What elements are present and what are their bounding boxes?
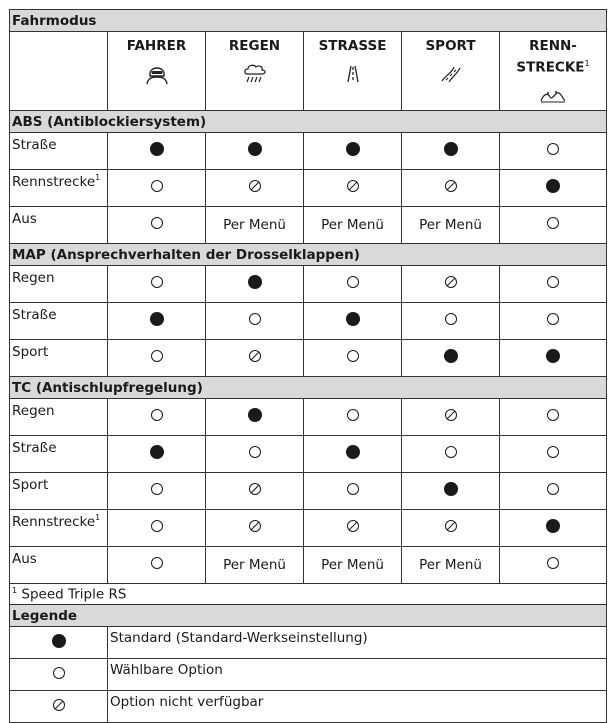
selectable-option-circle-icon	[149, 274, 165, 290]
selectable-option-circle-icon	[149, 518, 165, 534]
standard-filled-circle-icon	[345, 141, 361, 157]
mode-header-row	[10, 32, 607, 111]
setting-cell	[500, 170, 607, 207]
setting-cell	[304, 303, 402, 340]
selectable-option-circle-icon	[149, 481, 165, 497]
table-row	[10, 510, 607, 547]
drive-mode-table	[9, 9, 607, 723]
row-label: Regen	[10, 399, 108, 436]
selectable-option-circle-icon	[247, 444, 263, 460]
section-title: TC (Antischlupfregelung)	[10, 377, 607, 399]
per-menu-cell: Per Menü	[402, 207, 500, 244]
footnote-mark: 1	[12, 585, 18, 595]
selectable-option-circle-icon	[545, 274, 561, 290]
legend-row	[10, 659, 607, 691]
section-header-row	[10, 111, 607, 133]
legend-row	[10, 627, 607, 659]
setting-cell	[304, 133, 402, 170]
setting-cell	[108, 547, 206, 584]
selectable-option-circle-icon	[545, 141, 561, 157]
setting-cell	[304, 340, 402, 377]
standard-filled-circle-icon	[345, 311, 361, 327]
standard-filled-circle-icon	[149, 141, 165, 157]
setting-cell	[108, 510, 206, 547]
selectable-option-circle-icon	[545, 407, 561, 423]
not-available-slashed-circle-icon	[345, 178, 361, 194]
curvy-road-icon	[436, 61, 466, 85]
footnote-mark: 1	[95, 513, 101, 522]
selectable-option-circle-icon	[545, 444, 561, 460]
selectable-option-circle-icon	[51, 665, 67, 681]
standard-filled-circle-icon	[443, 481, 459, 497]
setting-cell	[402, 303, 500, 340]
row-label: Sport	[10, 473, 108, 510]
legend-symbol-cell	[10, 659, 108, 691]
setting-cell	[206, 170, 304, 207]
table-row	[10, 207, 607, 244]
table-row	[10, 170, 607, 207]
setting-cell	[402, 170, 500, 207]
setting-cell	[108, 303, 206, 340]
setting-cell	[206, 399, 304, 436]
not-available-slashed-circle-icon	[247, 518, 263, 534]
setting-cell	[500, 510, 607, 547]
setting-cell	[402, 436, 500, 473]
row-label: Sport	[10, 340, 108, 377]
setting-cell	[402, 510, 500, 547]
mode-header-1	[206, 32, 304, 111]
mode-name: RENN-	[529, 38, 577, 54]
setting-cell	[206, 266, 304, 303]
section-header-row	[10, 244, 607, 266]
row-label: Straße	[10, 436, 108, 473]
legend-text: Standard (Standard-Werkseinstellung)	[108, 627, 607, 659]
not-available-slashed-circle-icon	[443, 178, 459, 194]
setting-cell	[108, 473, 206, 510]
selectable-option-circle-icon	[545, 555, 561, 571]
standard-filled-circle-icon	[247, 141, 263, 157]
setting-cell	[402, 399, 500, 436]
standard-filled-circle-icon	[247, 274, 263, 290]
row-label: Aus	[10, 547, 108, 584]
mode-name: FAHRER	[126, 38, 187, 54]
selectable-option-circle-icon	[247, 311, 263, 327]
race-track-icon	[538, 83, 568, 107]
section-title: MAP (Ansprechverhalten der Drosselklappen)	[10, 244, 607, 266]
standard-filled-circle-icon	[443, 348, 459, 364]
section-header-row	[10, 10, 607, 32]
selectable-option-circle-icon	[545, 481, 561, 497]
selectable-option-circle-icon	[443, 311, 459, 327]
setting-cell	[500, 266, 607, 303]
not-available-slashed-circle-icon	[51, 697, 67, 713]
row-label: Rennstrecke$^1$	[10, 170, 108, 207]
setting-cell	[304, 170, 402, 207]
not-available-slashed-circle-icon	[345, 518, 361, 534]
standard-filled-circle-icon	[345, 444, 361, 460]
mode-header-2	[304, 32, 402, 111]
row-label: Rennstrecke$^1$	[10, 510, 108, 547]
setting-cell	[500, 133, 607, 170]
not-available-slashed-circle-icon	[247, 481, 263, 497]
footnote-text: Speed Triple RS	[17, 586, 127, 603]
setting-cell	[304, 473, 402, 510]
setting-cell	[402, 473, 500, 510]
mode-header-0	[108, 32, 206, 111]
setting-cell	[304, 399, 402, 436]
standard-filled-circle-icon	[545, 178, 561, 194]
section-header-row	[10, 377, 607, 399]
standard-filled-circle-icon	[247, 407, 263, 423]
table-title: Fahrmodus	[10, 10, 607, 32]
standard-filled-circle-icon	[443, 141, 459, 157]
per-menu-cell: Per Menü	[402, 547, 500, 584]
legend-title: Legende	[10, 605, 607, 627]
per-menu-cell: Per Menü	[206, 547, 304, 584]
footnote-mark: 1	[584, 59, 590, 68]
legend-text: Option nicht verfügbar	[108, 691, 607, 723]
setting-cell	[206, 436, 304, 473]
setting-cell	[206, 510, 304, 547]
setting-cell	[108, 266, 206, 303]
setting-cell	[206, 340, 304, 377]
selectable-option-circle-icon	[149, 348, 165, 364]
mode-name: SPORT	[425, 38, 476, 54]
table-row	[10, 303, 607, 340]
mode-header-3	[402, 32, 500, 111]
selectable-option-circle-icon	[545, 215, 561, 231]
selectable-option-circle-icon	[345, 274, 361, 290]
not-available-slashed-circle-icon	[443, 274, 459, 290]
setting-cell	[402, 266, 500, 303]
footnote-row	[10, 584, 607, 605]
standard-filled-circle-icon	[149, 444, 165, 460]
setting-cell	[500, 207, 607, 244]
setting-cell	[500, 436, 607, 473]
setting-cell	[304, 266, 402, 303]
standard-filled-circle-icon	[545, 348, 561, 364]
setting-cell	[402, 133, 500, 170]
setting-cell	[304, 436, 402, 473]
per-menu-cell: Per Menü	[304, 207, 402, 244]
table-row	[10, 436, 607, 473]
setting-cell	[108, 170, 206, 207]
table-row	[10, 266, 607, 303]
selectable-option-circle-icon	[149, 215, 165, 231]
mode-name: REGEN	[228, 38, 281, 54]
setting-cell	[206, 473, 304, 510]
drive-mode-table-container	[9, 9, 606, 723]
row-label: Aus	[10, 207, 108, 244]
selectable-option-circle-icon	[345, 407, 361, 423]
setting-cell	[108, 436, 206, 473]
not-available-slashed-circle-icon	[443, 407, 459, 423]
setting-cell	[108, 340, 206, 377]
setting-cell	[108, 207, 206, 244]
row-label: Regen	[10, 266, 108, 303]
table-row	[10, 547, 607, 584]
mode-header-4	[500, 32, 607, 111]
selectable-option-circle-icon	[345, 348, 361, 364]
standard-filled-circle-icon	[545, 518, 561, 534]
legend-symbol-cell	[10, 627, 108, 659]
table-row	[10, 340, 607, 377]
table-row	[10, 133, 607, 170]
empty-corner-cell	[10, 32, 108, 111]
selectable-option-circle-icon	[149, 178, 165, 194]
setting-cell	[206, 133, 304, 170]
setting-cell	[108, 399, 206, 436]
road-icon	[338, 61, 368, 85]
mode-name: STRASSE	[318, 38, 387, 54]
table-row	[10, 399, 607, 436]
per-menu-cell: Per Menü	[206, 207, 304, 244]
row-label: Straße	[10, 133, 108, 170]
legend-header-row	[10, 605, 607, 627]
legend-row	[10, 691, 607, 723]
setting-cell	[500, 547, 607, 584]
selectable-option-circle-icon	[149, 407, 165, 423]
legend-symbol-cell	[10, 691, 108, 723]
standard-filled-circle-icon	[149, 311, 165, 327]
not-available-slashed-circle-icon	[247, 178, 263, 194]
row-label: Straße	[10, 303, 108, 340]
rain-cloud-icon	[240, 61, 270, 85]
setting-cell	[500, 399, 607, 436]
setting-cell	[108, 133, 206, 170]
setting-cell	[500, 473, 607, 510]
selectable-option-circle-icon	[545, 311, 561, 327]
selectable-option-circle-icon	[345, 481, 361, 497]
table-row	[10, 473, 607, 510]
setting-cell	[206, 303, 304, 340]
standard-filled-circle-icon	[51, 633, 67, 649]
footnote	[10, 584, 607, 605]
selectable-option-circle-icon	[443, 444, 459, 460]
setting-cell	[402, 340, 500, 377]
rider-helmet-icon	[142, 61, 172, 85]
setting-cell	[500, 340, 607, 377]
mode-name: STRECKE$^1$	[516, 59, 590, 76]
per-menu-cell: Per Menü	[304, 547, 402, 584]
legend-text: Wählbare Option	[108, 659, 607, 691]
selectable-option-circle-icon	[149, 555, 165, 571]
not-available-slashed-circle-icon	[443, 518, 459, 534]
setting-cell	[304, 510, 402, 547]
not-available-slashed-circle-icon	[247, 348, 263, 364]
setting-cell	[500, 303, 607, 340]
section-title: ABS (Antiblockiersystem)	[10, 111, 607, 133]
footnote-mark: 1	[95, 173, 101, 182]
